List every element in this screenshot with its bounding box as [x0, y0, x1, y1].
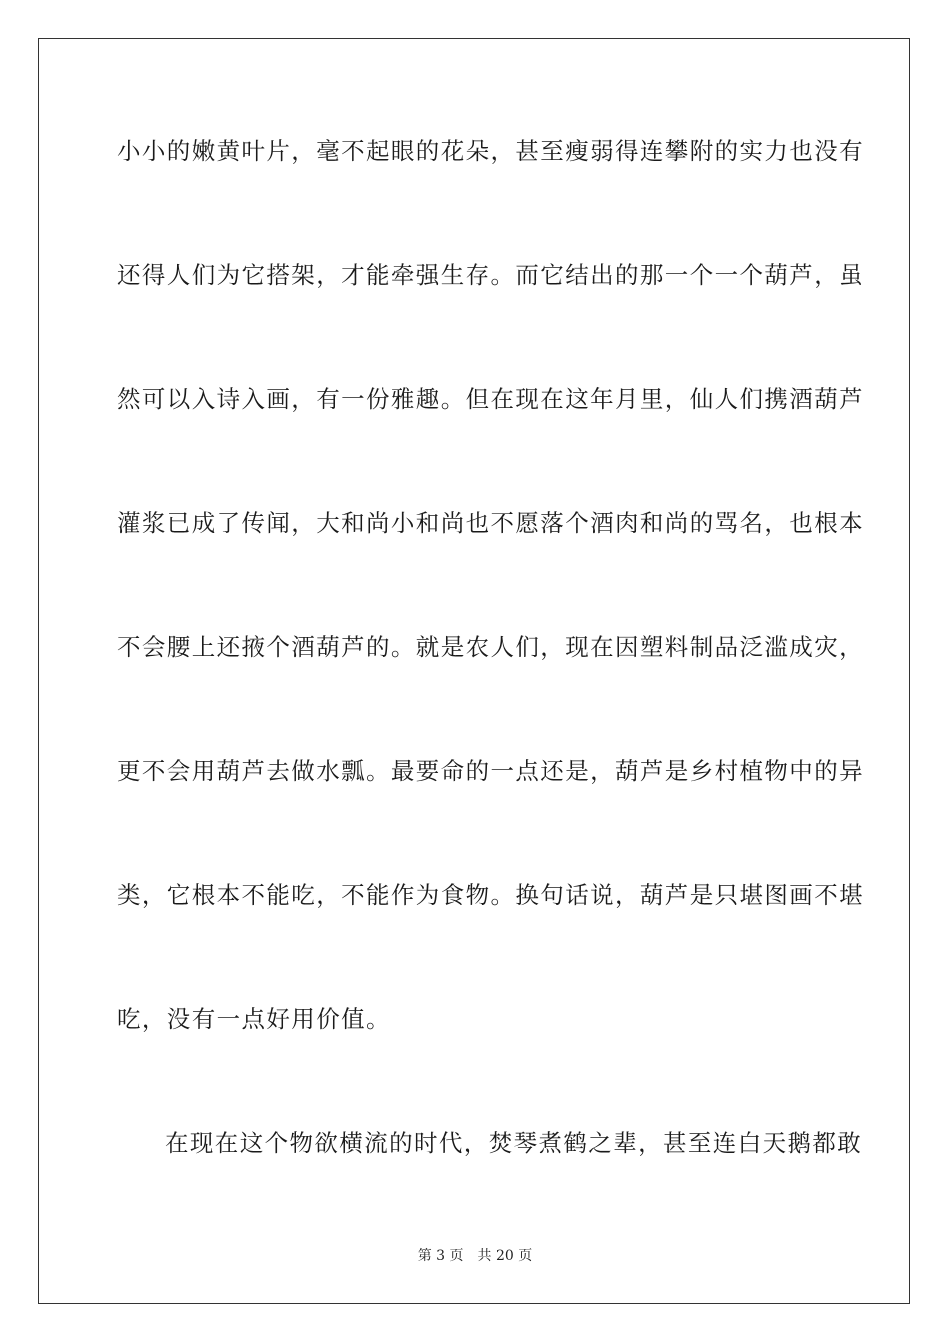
- page-number: 第 3 页: [417, 1248, 464, 1264]
- text-line: 不会腰上还掖个酒葫芦的。就是农人们，现在因塑料制品泛滥成灾，: [117, 633, 864, 661]
- text-line: 吃，没有一点好用价值。: [117, 1005, 391, 1033]
- page-border: [38, 38, 910, 1304]
- text-line: 类，它根本不能吃，不能作为食物。换句话说，葫芦是只堪图画不堪: [117, 881, 864, 909]
- text-line: 灌浆已成了传闻，大和尚小和尚也不愿落个酒肉和尚的骂名，也根本: [117, 509, 864, 537]
- text-line: 还得人们为它搭架，才能牵强生存。而它结出的那一个一个葫芦，虽: [117, 261, 864, 289]
- page-footer: [0, 1246, 950, 1266]
- text-line: 小小的嫩黄叶片，毫不起眼的花朵，甚至瘦弱得连攀附的实力也没有: [117, 137, 864, 165]
- text-line: 然可以入诗入画，有一份雅趣。但在现在这年月里，仙人们携酒葫芦: [117, 385, 864, 413]
- paragraph-first-line: 在现在这个物欲横流的时代，焚琴煮鹤之辈，甚至连白天鹅都敢: [165, 1129, 863, 1157]
- page-total: 共 20 页: [477, 1248, 533, 1264]
- text-line: 更不会用葫芦去做水瓢。最要命的一点还是，葫芦是乡村植物中的异: [117, 757, 864, 785]
